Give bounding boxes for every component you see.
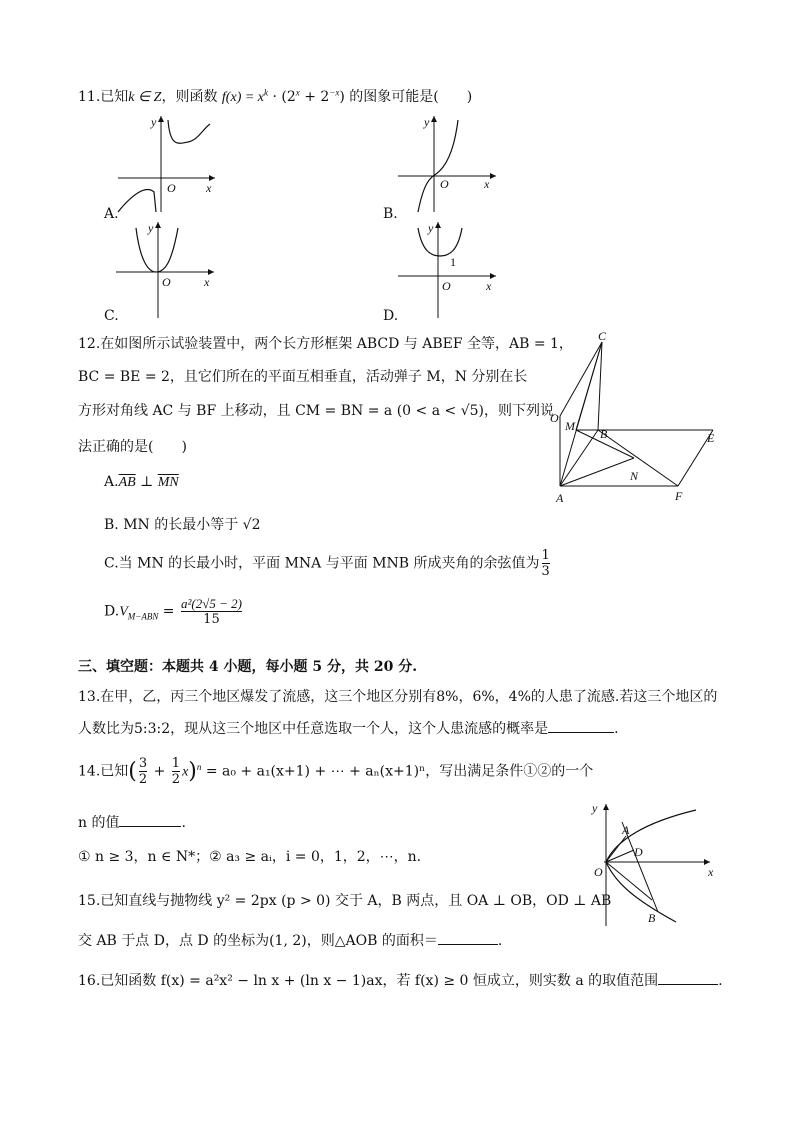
graph-a-x-label: x xyxy=(206,181,212,195)
fig12-label-o: O xyxy=(550,411,559,425)
q11-stem: 11.已知k ∈ Z，则函数 $f(x) = x^k \cdot (2^x + 2^{-x})$ 的图象可能是( ) xyxy=(78,87,473,105)
graph-c xyxy=(114,220,224,320)
q12-line4: 法正确的是( ) xyxy=(78,439,187,455)
graph-c-origin: O xyxy=(162,275,171,289)
graph-b-y-label: y xyxy=(424,115,430,129)
fig15-label-b: B xyxy=(648,911,656,925)
q12-option-d: $D.V_{M-ABN}$ = $\frac{\text{a²(2√5 − 2)}}{15}$ xyxy=(104,596,242,627)
q12-line2: BC = BE = 2，且它们所在的平面互相垂直，活动弹子 M，N 分别在长 xyxy=(78,369,528,385)
q12-line1: 12.在如图所示试验装置中，两个长方形框架 ABCD 与 ABEF 全等，AB = 1， xyxy=(78,336,573,352)
graph-c-y-label: y xyxy=(148,221,154,235)
graph-b xyxy=(396,112,506,214)
q12-option-b: B. MN 的长最小等于 √2 xyxy=(104,517,261,533)
graph-d xyxy=(396,220,506,320)
graph-a xyxy=(110,112,220,214)
q12-option-a: $A.\overline{AB}$ ⊥ $\overline{MN}$ xyxy=(104,474,179,490)
q14-conditions: ① n ≥ 3，n ∈ N*；② a₃ ≥ aᵢ，i = 0，1，2，⋯，n. xyxy=(78,849,422,865)
graph-d-one-label: 1 xyxy=(450,255,456,269)
fig12-label-n: N xyxy=(630,469,639,483)
fig12-label-e: E xyxy=(707,431,715,445)
q14-line1: 14.已知( $\frac{3}{2}$ + $\frac{1}{2}$ x)$^n$ = a₀ + a₁(x+1) + ⋯ + aₙ(x+1)ⁿ，写出满足条件①②的一个 xyxy=(78,756,594,787)
q15-figure xyxy=(586,800,726,930)
fig15-label-x: x xyxy=(708,865,714,879)
section3-heading: 三、填空题：本题共 4 小题，每小题 5 分，共 20 分. xyxy=(78,659,418,675)
graph-a-y-label: y xyxy=(151,115,157,129)
graph-d-x-label: x xyxy=(486,279,492,293)
q14-line2: n 的值 . xyxy=(78,815,186,831)
fig12-label-c: C xyxy=(598,329,607,343)
graph-b-x-label: x xyxy=(484,177,490,191)
fig15-label-d: D xyxy=(634,845,643,859)
q13-line2: 人数比为5:3:2，现从这三个地区中任意选取一个人，这个人患流感的概率是 . xyxy=(78,721,619,737)
option-a-label: A. xyxy=(104,206,119,222)
q15-line2: 交 AB 于点 D，点 D 的坐标为(1, 2)，则△AOB 的面积＝ . xyxy=(78,933,503,949)
q12-option-c: C.当 MN 的长最小时，平面 MNA 与平面 MNB 所成夹角的余弦值为 $\frac{1}{3}$ xyxy=(104,548,550,579)
q16-line1: 16.已知函数 f(x) = a²x² − ln x + (ln x − 1)ax，若 f(x) ≥ 0 恒成立，则实数 a 的取值范围 . xyxy=(78,973,723,989)
option-d-label: D. xyxy=(383,308,399,324)
q12-figure xyxy=(548,330,728,510)
q12-line3: 方形对角线 AC 与 BF 上移动，且 CM = BN = a (0 < a < √5)，则下列说 xyxy=(78,403,554,419)
fig15-label-o: O xyxy=(594,865,603,879)
graph-c-x-label: x xyxy=(204,275,210,289)
q14-answer-blank[interactable] xyxy=(119,826,181,827)
fig12-label-b: B xyxy=(600,427,608,441)
q15-answer-blank[interactable] xyxy=(438,944,498,945)
graph-d-y-label: y xyxy=(428,221,434,235)
fig15-label-y: y xyxy=(592,801,598,815)
q16-answer-blank[interactable] xyxy=(658,984,718,985)
q13-answer-blank[interactable] xyxy=(548,732,614,733)
fig12-label-m: M xyxy=(565,419,575,433)
fig12-label-a: A xyxy=(556,491,564,505)
fig15-label-a: A xyxy=(622,823,630,837)
option-b-label: B. xyxy=(383,206,398,222)
option-c-label: C. xyxy=(104,308,119,324)
q15-line1: 15.已知直线与抛物线 y² = 2px (p > 0) 交于 A，B 两点，且 OA ⊥ OB，OD ⊥ AB xyxy=(78,893,612,909)
graph-d-origin: O xyxy=(442,279,451,293)
graph-b-origin: O xyxy=(440,177,449,191)
q13-line1: 13.在甲，乙，丙三个地区爆发了流感，这三个地区分别有8%，6%，4%的人患了流感.若这三个地区的 xyxy=(78,689,718,705)
fig12-label-f: F xyxy=(675,489,683,503)
graph-a-origin: O xyxy=(167,181,176,195)
